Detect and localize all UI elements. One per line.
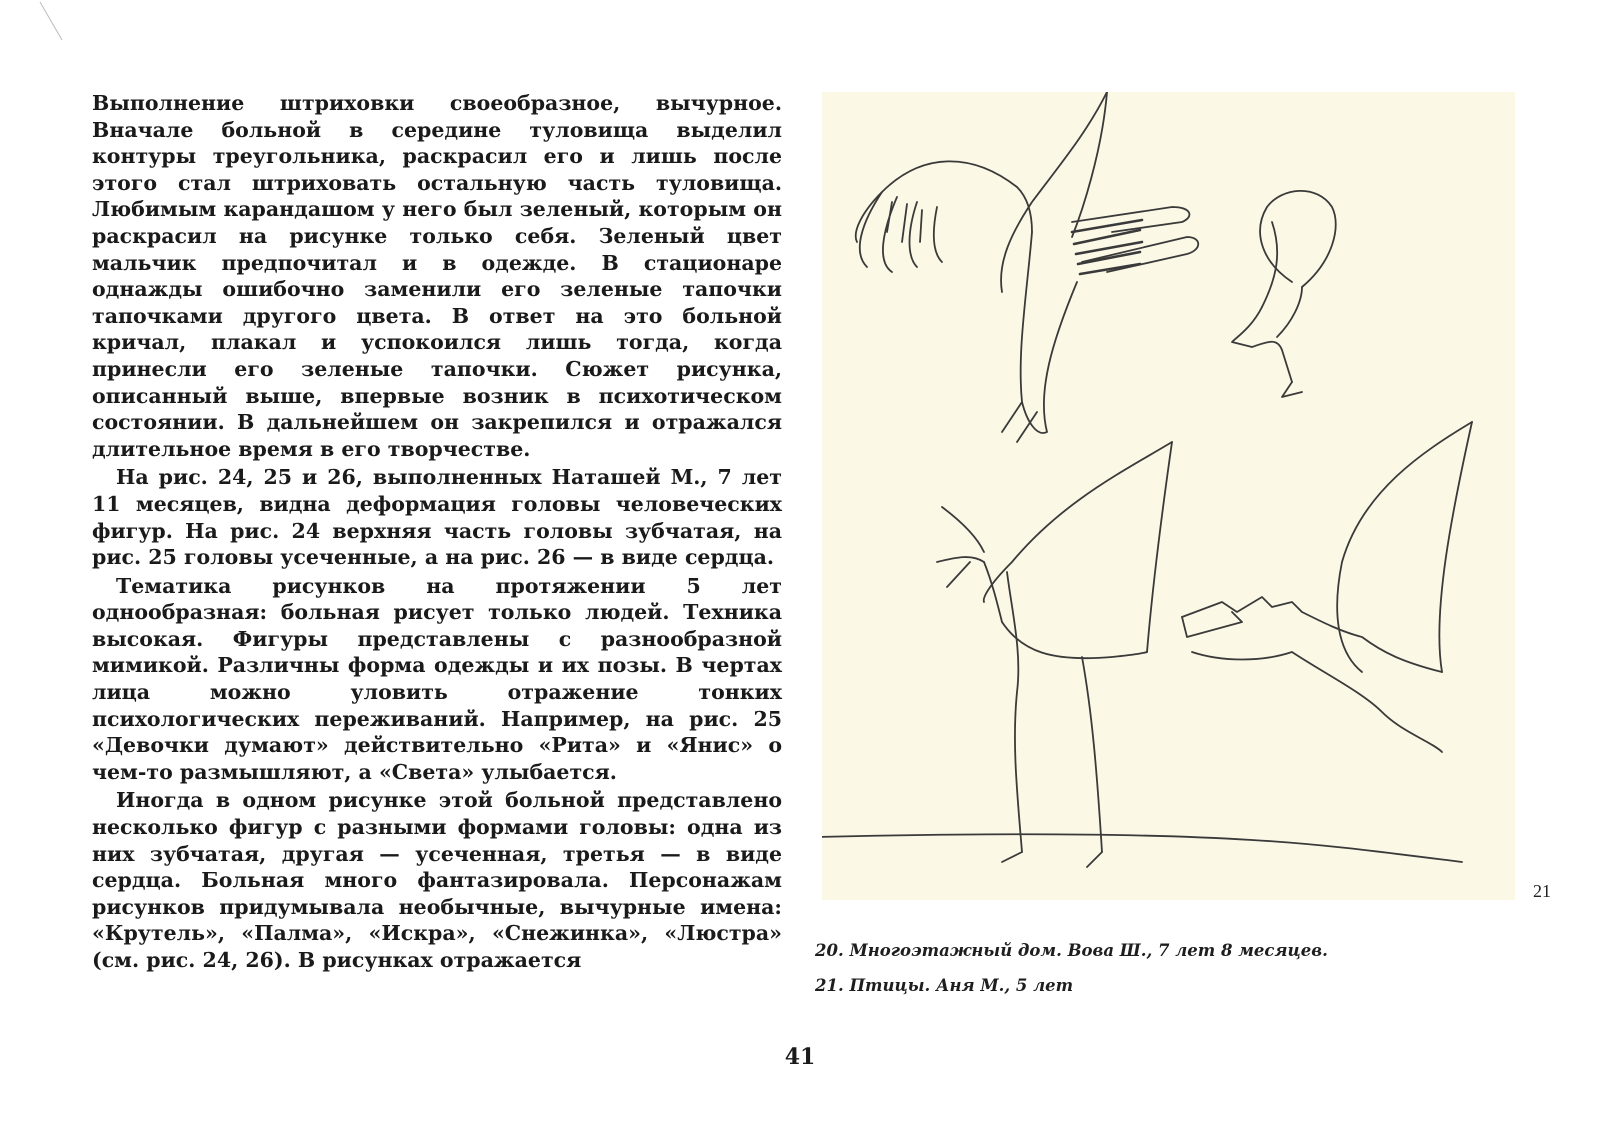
figure-captions — [815, 938, 1345, 1008]
caption-20: 20. Многоэтажный дом. Вова Ш., 7 лет 8 месяцев. — [815, 941, 1328, 960]
figure-number: 21 — [1533, 881, 1551, 901]
figure-top-right — [1232, 191, 1336, 397]
bird-bottom-left — [937, 442, 1172, 867]
bird-top-left — [856, 92, 1199, 442]
figure-birds-drawing — [822, 92, 1515, 900]
paragraph-4: Иногда в одном рисунке этой больной представлено несколько фигур с разными формами головы: одна из них зубчатая, другая — усеченная, третья — в виде сердца. Больная много фантазировала. Персонажам рисунков придумывала необычные, вычурные имена: «Крутель», «Палма», «Искра», «Снежинка», «Люстра» (см. рис. 24, 26). В рисунках отражается — [92, 788, 782, 972]
paragraph-2: На рис. 24, 25 и 26, выполненных Наташей М., 7 лет 11 месяцев, видна деформация головы человеческих фигур. На рис. 24 верхняя часть головы зубчатая, на рис. 25 головы усеченные, а на рис. 26 — в виде сердца. — [92, 465, 782, 570]
pencil-sketch — [822, 92, 1515, 900]
bird-bottom-right — [1182, 422, 1472, 752]
ground-line — [822, 834, 1462, 862]
page-number: 41 — [784, 1044, 816, 1070]
paragraph-3: Тематика рисунков на протяжении 5 лет однообразная: больная рисует только людей. Техника высокая. Фигуры представлены с разнообразной мимикой. Различны форма одежды и их позы. В чертах лица можно уловить отражение тонких психологических переживаний. Например, на рис. 25 «Девочки думают» действительно «Рита» и «Янис» о чем-то размышляют, а «Света» улыбается. — [92, 573, 782, 784]
scan-corner-mark — [0, 0, 90, 60]
paragraph-1: Выполнение штриховки своеобразное, вычурное. Вначале больной в середине туловища выделил контуры треугольника, раскрасил его и лишь после этого стал штриховать остальную часть туловища. Любимым карандашом у него был зеленый, которым он раскрасил на рисунке только себя. Зеленый цвет мальчик предпочитал и в одежде. В стационаре однажды ошибочно заменили его зеленые тапочки тапочками другого цвета. В ответ на это больной кричал, плакал и успокоился лишь тогда, когда принесли его зеленые тапочки. Сюжет рисунка, описанный выше, впервые возник в психотическом состоянии. В дальнейшем он закрепился и отражался длительное время в его творчестве. — [92, 91, 782, 461]
body-text — [92, 90, 782, 974]
caption-21: 21. Птицы. Аня М., 5 лет — [815, 976, 1074, 995]
